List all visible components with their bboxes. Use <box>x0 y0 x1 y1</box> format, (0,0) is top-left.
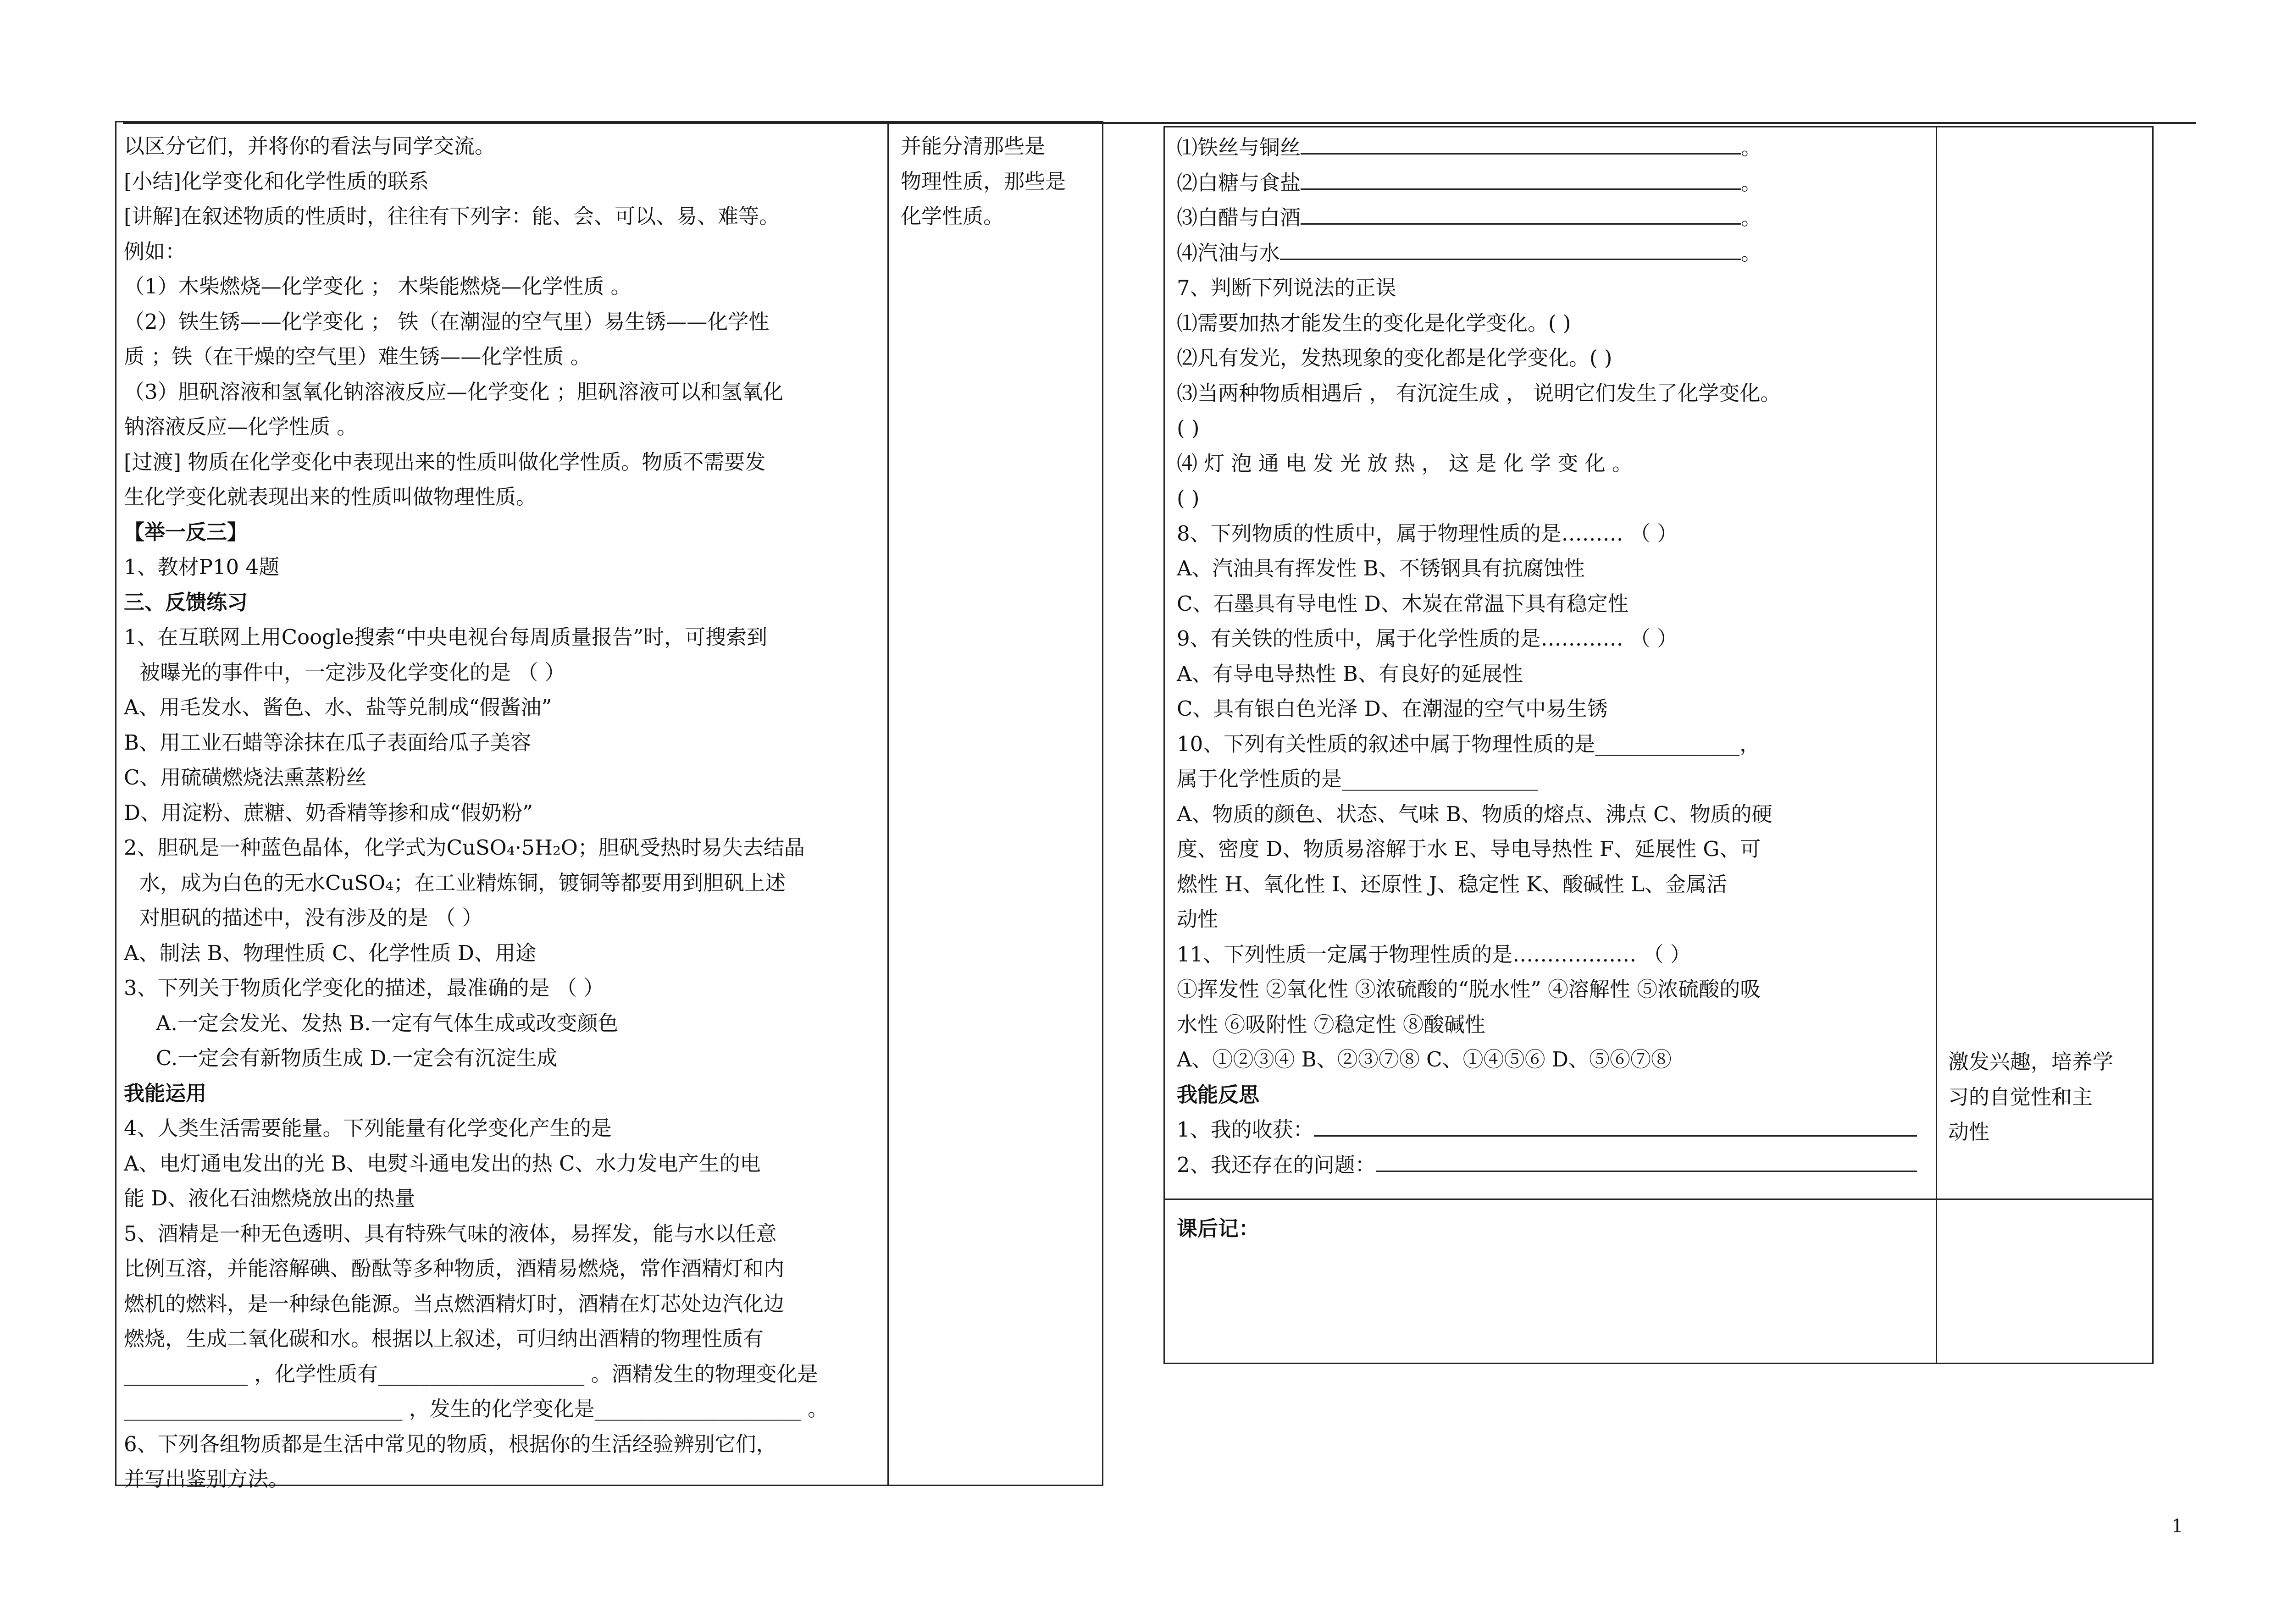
text-line: 燃性 H、氧化性 I、还原性 J、稳定性 K、酸碱性 L、金属活 <box>1177 872 1728 896</box>
text-line: 水，成为白色的无水CuSO₄；在工业精炼铜，镀铜等都要用到胆矾上述 <box>139 870 786 895</box>
left-main-column <box>124 129 881 1497</box>
answer-blank[interactable] <box>1376 1150 1917 1172</box>
text-line: 动性 <box>1177 907 1219 931</box>
line-label: 1、我的收获： <box>1177 1117 1314 1142</box>
text-line: C.一定会有新物质生成 D.一定会有沉淀生成 <box>156 1046 558 1070</box>
text-line: 能 D、液化石油燃烧放出的热量 <box>124 1186 415 1210</box>
line-label: 2、我还存在的问题： <box>1177 1152 1376 1177</box>
text-line: A、有导电导热性 B、有良好的延展性 <box>1177 661 1523 686</box>
text-line: ( ) <box>1177 416 1200 440</box>
line-end: 。 <box>1741 170 1762 195</box>
text-line: 我能反思 <box>1177 1082 1260 1107</box>
text-line: ⑷ 灯 泡 通 电 发 光 放 热 ， 这 是 化 学 变 化 。 <box>1177 451 1633 475</box>
text-line: [过渡] 物质在化学变化中表现出来的性质叫做化学性质。物质不需要发 <box>124 449 766 474</box>
text-line: B、用工业石蜡等涂抹在瓜子表面给瓜子美容 <box>124 730 532 755</box>
text-line: A、物质的颜色、状态、气味 B、物质的熔点、沸点 C、物质的硬 <box>1177 801 1772 826</box>
teaching-note-line: 动性 <box>1948 1120 1990 1144</box>
line-label: ⑶白醋与白酒 <box>1177 205 1301 230</box>
text-line: 燃烧，生成二氧化碳和水。根据以上叙述，可归纳出酒精的物理性质有 <box>124 1326 764 1351</box>
text-line: 生化学变化就表现出来的性质叫做物理性质。 <box>124 485 537 509</box>
right-lesson-table <box>1163 126 2154 1364</box>
answer-blank[interactable] <box>1280 238 1741 260</box>
text-line: ⑶当两种物质相遇后 ， 有沉淀生成 ， 说明它们发生了化学变化。 <box>1177 381 1781 405</box>
text-line: C、具有银白色光泽 D、在潮湿的空气中易生锈 <box>1177 696 1608 721</box>
text-line: A、制法 B、物理性质 C、化学性质 D、用途 <box>124 940 536 965</box>
text-line: 2、胆矾是一种蓝色晶体，化学式为CuSO₄·5H₂O；胆矾受热时易失去结晶 <box>124 835 805 860</box>
text-line: 5、酒精是一种无色透明、具有特殊气味的液体，易挥发，能与水以任意 <box>124 1221 777 1246</box>
text-line: 8、下列物质的性质中，属于物理性质的是……… （ ） <box>1177 521 1678 546</box>
text-line: 我能运用 <box>124 1081 207 1105</box>
text-line: [小结]化学变化和化学性质的联系 <box>124 169 429 193</box>
text-line: ( ) <box>1177 486 1200 510</box>
text-line <box>1177 166 1929 201</box>
line-end: 。 <box>1741 205 1762 230</box>
text-line <box>1177 200 1929 236</box>
text-line <box>1177 236 1929 271</box>
after-class-notes-label: 课后记： <box>1177 1216 1260 1241</box>
text-line: ⑵凡有发光，发热现象的变化都是化学变化。( ) <box>1177 346 1612 370</box>
right-note-column <box>1948 1044 2145 1150</box>
text-line: 并写出鉴别方法。 <box>124 1467 289 1491</box>
text-line: ____________ ，化学性质有____________________ 。酒精发生的物理变化是 <box>124 1361 818 1386</box>
text-line: （2）铁生锈——化学变化 ； 铁（在潮湿的空气里）易生锈——化学性 <box>124 309 770 334</box>
text-line: 例如： <box>124 239 186 264</box>
text-line: ①挥发性 ②氧化性 ③浓硫酸的“脱水性” ④溶解性 ⑤浓硫酸的吸 <box>1177 977 1761 1001</box>
text-line: C、用硫磺燃烧法熏蒸粉丝 <box>124 765 367 790</box>
line-end: 。 <box>1741 135 1762 160</box>
teaching-note-line: 激发兴趣，培养学 <box>1948 1050 2114 1074</box>
teaching-note-line: 并能分清那些是 <box>901 134 1046 158</box>
text-line: 【举一反三】 <box>124 519 248 544</box>
text-line: 燃机的燃料，是一种绿色能源。当点燃酒精灯时，酒精在灯芯处边汽化边 <box>124 1291 785 1316</box>
page-number: 1 <box>2171 1516 2183 1537</box>
text-line: （1）木柴燃烧—化学变化 ； 木柴能燃烧—化学性质 。 <box>124 274 631 298</box>
text-line: A、①②③④ B、②③⑦⑧ C、①④⑤⑥ D、⑤⑥⑦⑧ <box>1177 1047 1672 1072</box>
answer-blank[interactable] <box>1301 133 1741 155</box>
text-line: 11、下列性质一定属于物理性质的是……………… （ ） <box>1177 942 1691 967</box>
teaching-note-line: 化学性质。 <box>901 204 1004 228</box>
text-line: [讲解]在叙述物质的性质时，往往有下列字：能、会、可以、易、难等。 <box>124 204 780 228</box>
text-line: 钠溶液反应—化学性质 。 <box>124 414 358 439</box>
text-line: C、石墨具有导电性 D、木炭在常温下具有稳定性 <box>1177 591 1628 616</box>
line-label: ⑷汽油与水 <box>1177 240 1280 265</box>
text-line: 7、判断下列说法的正误 <box>1177 276 1396 300</box>
text-line: 3、下列关于物质化学变化的描述，最准确的是 （ ） <box>124 976 604 1000</box>
answer-blank[interactable] <box>1314 1115 1917 1137</box>
text-line: （3）胆矾溶液和氢氧化钠溶液反应—化学变化 ；胆矾溶液可以和氢氧化 <box>124 379 783 404</box>
text-line: 9、有关铁的性质中，属于化学性质的是………… （ ） <box>1177 626 1678 651</box>
right-footer-divider <box>1165 1199 2152 1200</box>
text-line: 水性 ⑥吸附性 ⑦稳定性 ⑧酸碱性 <box>1177 1012 1485 1037</box>
line-end: 。 <box>1741 240 1762 265</box>
text-line <box>1177 130 1929 166</box>
text-line: A、用毛发水、酱色、水、盐等兑制成“假酱油” <box>124 695 552 719</box>
text-line: 以区分它们，并将你的看法与同学交流。 <box>124 134 496 158</box>
text-line: 6、下列各组物质都是生活中常见的物质，根据你的生活经验辨别它们， <box>124 1431 777 1456</box>
text-line: 对胆矾的描述中，没有涉及的是 （ ） <box>139 906 483 930</box>
text-line: 度、密度 D、物质易溶解于水 E、导电导热性 F、延展性 G、可 <box>1177 837 1761 861</box>
line-label: ⑴铁丝与铜丝 <box>1177 135 1301 160</box>
text-line: D、用淀粉、蔗糖、奶香精等掺和成“假奶粉” <box>124 800 533 825</box>
teaching-note-line: 习的自觉性和主 <box>1948 1084 2093 1109</box>
right-column-divider <box>1936 127 1937 1363</box>
text-line: 1、在互联网上用Coogle搜索“中央电视台每周质量报告”时，可搜索到 <box>124 625 768 649</box>
text-line: A.一定会发光、发热 B.一定有气体生成或改变颜色 <box>156 1011 619 1035</box>
text-line: 4、人类生活需要能量。下列能量有化学变化产生的是 <box>124 1116 612 1140</box>
text-line: 被曝光的事件中，一定涉及化学变化的是 （ ） <box>139 660 565 685</box>
left-note-column <box>901 129 1093 234</box>
line-label: ⑵白糖与食盐 <box>1177 170 1301 195</box>
left-column-divider <box>887 122 889 1485</box>
answer-blank[interactable] <box>1301 203 1741 225</box>
teaching-note-line: 物理性质，那些是 <box>901 169 1066 193</box>
text-line: 三、反馈练习 <box>124 590 248 614</box>
text-line: 质 ；铁（在干燥的空气里）难生锈——化学性质 。 <box>124 344 591 369</box>
text-line: 比例互溶，并能溶解碘、酚酞等多种物质，酒精易燃烧，常作酒精灯和内 <box>124 1256 785 1281</box>
left-lesson-table <box>115 121 1103 1491</box>
text-line: ___________________________ ，发生的化学变化是____________________ 。 <box>124 1397 829 1421</box>
text-line: 10、下列有关性质的叙述中属于物理性质的是______________， <box>1177 731 1761 756</box>
answer-blank[interactable] <box>1301 168 1741 190</box>
text-line <box>1177 1148 1929 1183</box>
text-line <box>1177 1112 1929 1148</box>
text-line: 1、教材P10 4题 <box>124 555 280 579</box>
text-line: 属于化学性质的是___________________ <box>1177 767 1538 791</box>
text-line: A、电灯通电发出的光 B、电熨斗通电发出的热 C、水力发电产生的电 <box>124 1151 761 1176</box>
text-line: ⑴需要加热才能发生的变化是化学变化。( ) <box>1177 310 1571 335</box>
right-main-column <box>1177 130 1929 1182</box>
text-line: A、汽油具有挥发性 B、不锈钢具有抗腐蚀性 <box>1177 556 1585 580</box>
